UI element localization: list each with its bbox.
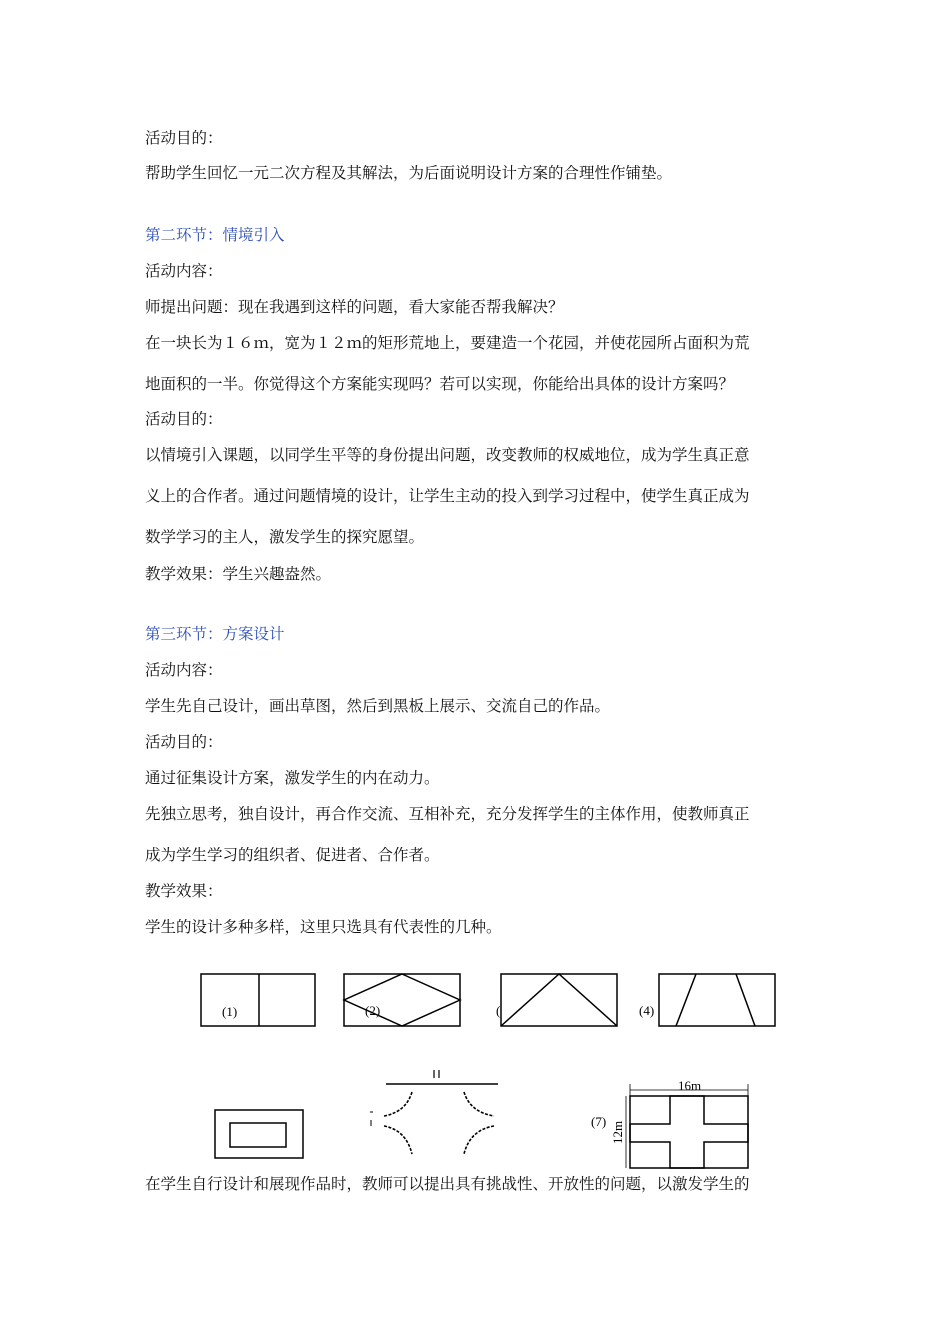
effect-text: 教学效果：学生兴趣盎然。 bbox=[145, 565, 332, 583]
figure-label: (7) bbox=[591, 1114, 607, 1129]
design-figure-2 bbox=[343, 973, 463, 1029]
paragraph-line: 以情境引入课题，以同学生平等的身份提出问题，改变教师的权威地位，成为学生真正意 bbox=[145, 446, 750, 464]
effect-label: 教学效果： bbox=[145, 882, 223, 900]
paragraph-line: 地面积的一半。你觉得这个方案能实现吗？若可以实现，你能给出具体的设计方案吗？ bbox=[145, 375, 735, 393]
paragraph-line: 在学生自行设计和展现作品时，教师可以提出具有挑战性、开放性的问题，以激发学生的 bbox=[145, 1175, 750, 1193]
purpose-text: 帮助学生回忆一元二次方程及其解法，为后面说明设计方案的合理性作铺垫。 bbox=[145, 164, 673, 182]
paragraph-line: 数学学习的主人，激发学生的探究愿望。 bbox=[145, 528, 425, 546]
paragraph-line: 在一块长为１６ｍ，宽为１２ｍ的矩形荒地上，要建造一个花园，并使花园所占面积为荒 bbox=[145, 334, 750, 352]
height-label: 12m bbox=[610, 1120, 625, 1144]
paragraph-line: 成为学生学习的组织者、促进者、合作者。 bbox=[145, 846, 440, 864]
figure-label: (4) bbox=[639, 1003, 655, 1018]
design-figure-5 bbox=[214, 1109, 306, 1161]
content-label: 活动内容： bbox=[145, 262, 223, 280]
section-heading-2: 第二环节：情境引入 bbox=[145, 226, 285, 244]
purpose-label: 活动目的： bbox=[145, 733, 223, 751]
section-heading-3: 第三环节：方案设计 bbox=[145, 625, 285, 643]
purpose-label: 活动目的： bbox=[145, 410, 223, 428]
content-label: 活动内容： bbox=[145, 661, 223, 679]
design-figure-1 bbox=[200, 973, 318, 1029]
paragraph-line: 义上的合作者。通过问题情境的设计，让学生主动的投入到学习过程中，使学生真正成为 bbox=[145, 487, 750, 505]
figure-label: ( bbox=[496, 1003, 501, 1018]
purpose-label: 活动目的： bbox=[145, 129, 223, 147]
paragraph-line: 通过征集设计方案，激发学生的内在动力。 bbox=[145, 769, 440, 787]
design-figure-4 bbox=[639, 973, 779, 1029]
design-figure-6 bbox=[362, 1068, 504, 1178]
paragraph-line: 师提出问题：现在我遇到这样的问题，看大家能否帮我解决？ bbox=[145, 298, 564, 316]
figure-label: (2) bbox=[365, 1003, 381, 1018]
paragraph-line: 学生先自己设计，画出草图，然后到黑板上展示、交流自己的作品。 bbox=[145, 697, 611, 715]
paragraph-line: 学生的设计多种多样，这里只选具有代表性的几种。 bbox=[145, 918, 502, 936]
figure-label: (1) bbox=[222, 1004, 238, 1019]
paragraph-line: 先独立思考，独自设计，再合作交流、互相补充，充分发挥学生的主体作用，使教师真正 bbox=[145, 805, 750, 823]
design-figure-7 bbox=[588, 1080, 768, 1172]
design-figure-3 bbox=[496, 973, 620, 1029]
width-label: 16m bbox=[678, 1078, 702, 1093]
